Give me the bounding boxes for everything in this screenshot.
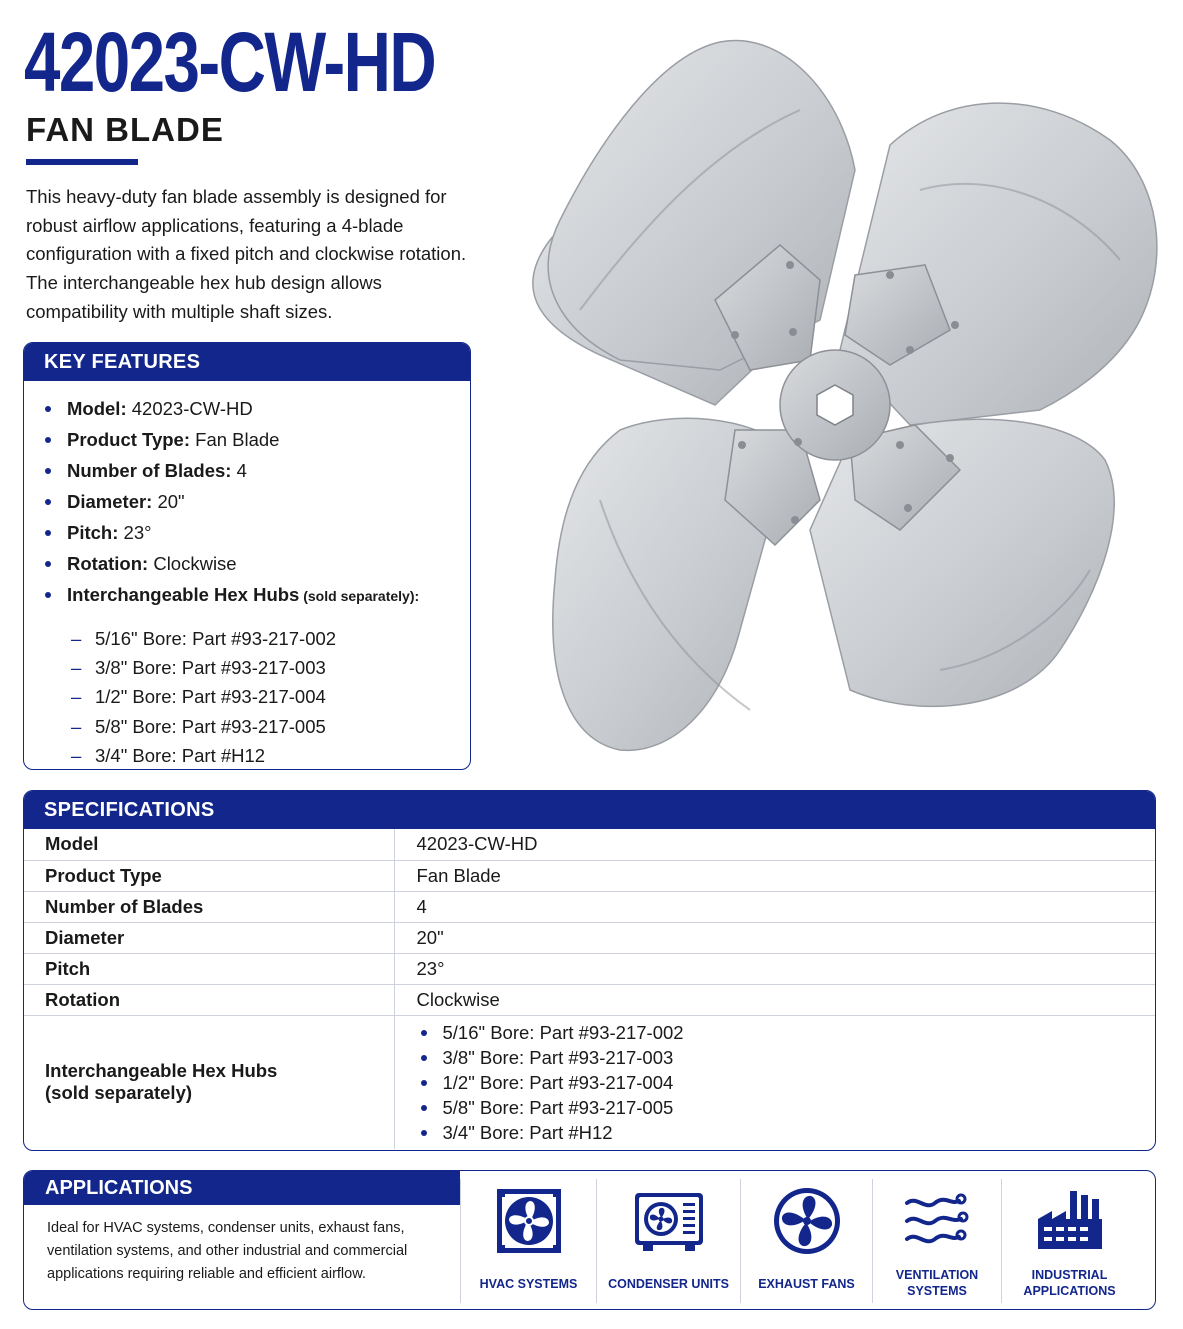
- spec-key: Product Type: [24, 860, 394, 891]
- spec-value: 42023-CW-HD: [416, 833, 538, 855]
- specifications-table: [24, 829, 1155, 1149]
- hub-item: – 1/2" Bore: Part #93-217-004: [71, 682, 470, 711]
- hub-sublist: [67, 612, 470, 770]
- table-row: [24, 953, 1155, 984]
- application-label-line: VENTILATION: [895, 1268, 979, 1282]
- hub-item: – 3/8" Bore: Part #93-217-003: [71, 653, 470, 682]
- table-row: [24, 984, 1155, 1015]
- spec-value: [394, 1015, 1155, 1149]
- hub-list: [417, 1020, 1156, 1145]
- spec-value: 20": [394, 922, 1155, 953]
- application-label-line: SYSTEMS: [907, 1284, 967, 1298]
- spec-key: [24, 1015, 394, 1149]
- application-exhaust: [741, 1179, 872, 1303]
- list-item: [43, 424, 470, 455]
- feature-label: Product Type:: [67, 429, 190, 450]
- feature-label: Diameter:: [67, 491, 153, 512]
- specifications-heading: SPECIFICATIONS: [24, 791, 1155, 829]
- application-ventilation: [873, 1179, 1001, 1303]
- feature-label: Model:: [67, 398, 127, 419]
- condenser-unit-icon: [633, 1185, 705, 1257]
- application-industrial: [1002, 1179, 1137, 1303]
- hub-item: 3/8" Bore: Part #93-217-003: [421, 1045, 1156, 1070]
- application-label: EXHAUST FANS: [758, 1277, 855, 1291]
- spec-key-line: Interchangeable Hex Hubs: [45, 1060, 278, 1082]
- spec-key: Model: [24, 829, 394, 860]
- application-label-line: APPLICATIONS: [1023, 1284, 1116, 1298]
- application-label: HVAC SYSTEMS: [479, 1277, 578, 1291]
- airflow-waves-icon: [901, 1185, 973, 1257]
- feature-value: 42023-CW-HD: [126, 398, 253, 419]
- spec-key: Diameter: [24, 922, 394, 953]
- factory-icon: [1034, 1185, 1106, 1257]
- feature-label: Rotation:: [67, 553, 149, 574]
- spec-key-line: (sold separately): [45, 1082, 193, 1104]
- application-label-line: INDUSTRIAL: [1031, 1268, 1108, 1282]
- hub-item: 5/16" Bore: Part #93-217-002: [421, 1020, 1156, 1045]
- list-item: [43, 579, 470, 770]
- title-underline: [26, 159, 138, 165]
- applications-description: Ideal for HVAC systems, condenser units, exhaust fans, ventilation systems, and other industrial and commercial applications requiring reliable and efficient airflow.: [47, 1220, 408, 1282]
- table-row: [24, 922, 1155, 953]
- key-features-list: [24, 381, 470, 770]
- feature-label: Pitch:: [67, 522, 119, 543]
- feature-value: 20": [152, 491, 185, 512]
- hub-item: 1/2" Bore: Part #93-217-004: [421, 1070, 1156, 1095]
- key-features-heading: KEY FEATURES: [24, 343, 470, 381]
- application-condenser: [597, 1179, 740, 1303]
- product-description: This heavy-duty fan blade assembly is designed for robust airflow applications, featuring a 4-blade configuration with a fixed pitch and clockwise rotation. The interchangeable hex hub design allows compatibility with multiple shaft sizes.: [26, 186, 467, 322]
- list-item: [43, 517, 470, 548]
- product-title: 42023-CW-HD: [24, 15, 436, 109]
- hub-item: – 3/4" Bore: Part #H12: [71, 741, 470, 770]
- table-row: [24, 891, 1155, 922]
- hvac-fan-icon: [493, 1185, 565, 1257]
- spec-key: Rotation: [24, 984, 394, 1015]
- hub-item: – 5/8" Bore: Part #93-217-005: [71, 712, 470, 741]
- fan-blade-image: [520, 30, 1180, 760]
- application-label: CONDENSER UNITS: [608, 1277, 729, 1291]
- list-item: [43, 486, 470, 517]
- hub-item: – 5/16" Bore: Part #93-217-002: [71, 624, 470, 653]
- exhaust-fan-icon: [771, 1185, 843, 1257]
- feature-value: Clockwise: [148, 553, 237, 574]
- application-label: [1002, 1267, 1137, 1299]
- table-row: [24, 1015, 1155, 1149]
- list-item: [43, 455, 470, 486]
- feature-value: 23°: [118, 522, 152, 543]
- application-label: [873, 1267, 1001, 1299]
- table-row: [24, 829, 1155, 860]
- feature-label: Interchangeable Hex Hubs: [67, 584, 300, 605]
- spec-value: 23°: [394, 953, 1155, 984]
- applications-panel: [23, 1170, 1156, 1310]
- feature-value: 4: [231, 460, 247, 481]
- feature-note: (sold separately):: [299, 588, 420, 604]
- hub-item: 5/8" Bore: Part #93-217-005: [421, 1095, 1156, 1120]
- spec-key: Pitch: [24, 953, 394, 984]
- product-subtitle: FAN BLADE: [26, 111, 224, 148]
- list-item: [43, 393, 470, 424]
- hub-item: 3/4" Bore: Part #H12: [421, 1120, 1156, 1145]
- list-item: [43, 548, 470, 579]
- spec-value: Fan Blade: [394, 860, 1155, 891]
- spec-key: Number of Blades: [24, 891, 394, 922]
- application-hvac: [461, 1179, 596, 1303]
- applications-heading: APPLICATIONS: [24, 1171, 460, 1205]
- specifications-panel: [23, 790, 1156, 1151]
- table-row: [24, 860, 1155, 891]
- key-features-panel: [23, 342, 471, 770]
- spec-value: Clockwise: [394, 984, 1155, 1015]
- feature-value: Fan Blade: [190, 429, 280, 450]
- feature-label: Number of Blades:: [67, 460, 232, 481]
- spec-value: 4: [394, 891, 1155, 922]
